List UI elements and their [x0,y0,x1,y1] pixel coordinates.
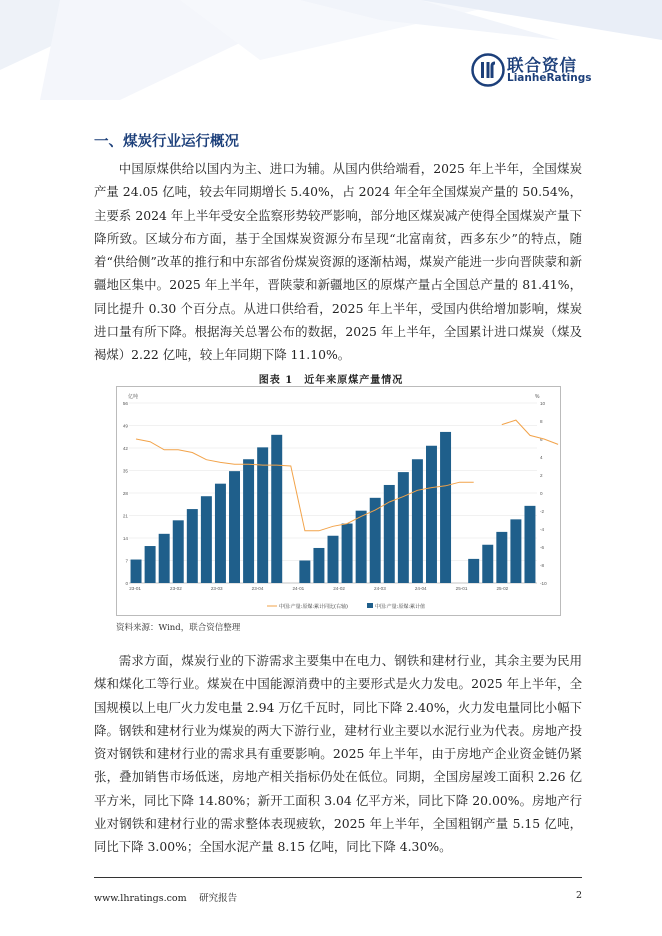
bar-production [243,459,254,583]
company-logo [471,50,591,90]
section-title: 一、煤炭行业运行概况 [94,134,239,150]
right-tick-label: 6 [540,437,543,442]
bar-production [412,459,423,583]
bar-production [131,560,142,583]
right-tick-label: 8 [540,419,543,424]
bar-production [299,561,310,584]
x-tick-label: 23-03 [210,586,223,591]
bar-production [328,536,339,583]
left-tick-label: 49 [122,423,128,429]
left-tick-label: 56 [122,401,128,406]
footer-site: www.lhratings.com 研究报告 [94,893,238,904]
left-axis-unit: 亿吨 [128,394,139,400]
right-tick-label: 0 [540,491,543,496]
bar-production [313,548,324,583]
bar-production [384,485,395,583]
bar-production [215,484,226,583]
chart-svg [117,387,560,615]
bar-production [482,545,493,583]
right-tick-label: 4 [540,455,543,460]
x-tick-label: 24-03 [374,586,386,591]
bar-production [173,520,184,583]
x-tick-label: 24-02 [333,586,345,591]
logo-cn-text: 联合资信 [507,56,577,75]
logo-mark-icon [471,53,505,87]
bar-production [356,511,367,583]
x-tick-label: 24-04 [414,586,427,591]
bar-production [187,509,198,583]
bar-production [159,534,170,583]
legend-bar-swatch [367,603,373,608]
bar-production [496,532,507,583]
left-tick-label: 14 [122,536,128,541]
figure-title: 图表 1 近年来原煤产量情况 [258,375,404,386]
footer-divider [94,877,582,878]
page-number: 2 [576,890,583,901]
x-tick-label: 23-01 [129,586,141,591]
x-tick-label: 23-04 [251,586,264,591]
legend-bar-label: 中国:产量:原煤:累计值 [375,604,426,610]
x-tick-label: 23-02 [170,586,182,591]
line-yoy-growth [136,420,558,531]
right-tick-label: -4 [540,527,545,532]
x-tick-label: 25-02 [496,586,509,591]
right-axis-unit: % [535,394,540,400]
figure-source: 资料来源：Wind，联合资信整理 [116,623,241,633]
bar-production [257,447,268,583]
legend-line-label: 中国:产量:原煤:累计同比(右轴) [279,604,348,610]
left-tick-label: 35 [122,468,128,474]
x-tick-label: 24-01 [292,586,305,591]
bar-production [201,496,212,583]
x-tick-label: 25-01 [455,586,468,591]
bar-production [510,519,521,583]
bar-production [524,506,535,583]
left-tick-label: 7 [125,558,128,564]
bar-production [440,432,451,583]
logo-en-text: LianheRatings [507,72,592,84]
left-tick-label: 42 [122,446,128,451]
left-tick-label: 0 [125,581,128,586]
bar-production [426,446,437,583]
bar-production [271,435,282,583]
coal-production-chart [116,386,561,616]
right-tick-label: -10 [540,581,547,586]
left-tick-label: 21 [122,513,128,519]
paragraph-demand: 需求方面，煤炭行业的下游需求主要集中在电力、钢铁和建材行业，其余主要为民用煤和煤化工等行业。煤炭在中国能源消费中的主要形式是火力发电。2025 年上半年，全国规模以上电厂火力发电量 2.94 万亿千瓦时，同比下降 2.40%，火力发电量同比小幅下降。钢铁和建材行业为煤炭的两大下游行业，建材行业主要以水泥行业为代表。房地产投资对钢铁和建材行业的需求具有重要影响。2025 年上半年，由于房地产企业资金链仍紧张，叠加销售市场低迷，房地产相关指标仍处在低位。同期，全国房屋竣工面积 2.26 亿平方米，同比下降 14.80%；新开工面积 3.04 亿平方米，同比下降 20.00%。房地产行业对钢铁和建材行业的需求整体表现疲软，2025 年上半年，全国粗钢产量 5.15 亿吨，同比下降 3.00%；全国水泥产量 8.15 亿吨，同比下降 4.30%。 [94,653,582,855]
bar-production [398,472,409,583]
paragraph-supply: 中国原煤供给以国内为主、进口为辅。从国内供给端看，2025 年上半年，全国煤炭产量 24.05 亿吨，较去年同期增长 5.40%，占 2024 年全年全国煤炭产量的 50.54%，主要系 2024 年上半年受安全监察形势较严影响，部分地区煤炭减产使得全国煤炭产量下降所致。区域分布方面，基于全国煤炭资源分布呈现“北富南贫，西多东少”的特点，随着“供给侧”改革的推行和中东部省份煤炭资源的逐渐枯竭，煤炭产能进一步向晋陕蒙和新疆地区集中。2025 年上半年，晋陕蒙和新疆地区的原煤产量占全国总产量的 81.41%，同比提升 0.30 个百分点。从进口供给看，2025 年上半年，受国内供给增加影响，煤炭进口量有所下降。根据海关总署公布的数据，2025 年上半年，全国累计进口煤炭（煤及褐煤）2.22 亿吨，较上年同期下降 11.10%。 [94,161,582,363]
bar-production [342,524,353,583]
right-tick-label: -6 [540,545,545,550]
right-tick-label: 2 [540,473,543,478]
right-tick-label: 10 [540,401,546,406]
bar-production [229,471,240,583]
left-tick-label: 28 [122,491,128,496]
right-tick-label: -8 [540,563,545,568]
bar-production [145,546,156,583]
bar-production [468,559,479,583]
right-tick-label: -2 [540,509,545,514]
